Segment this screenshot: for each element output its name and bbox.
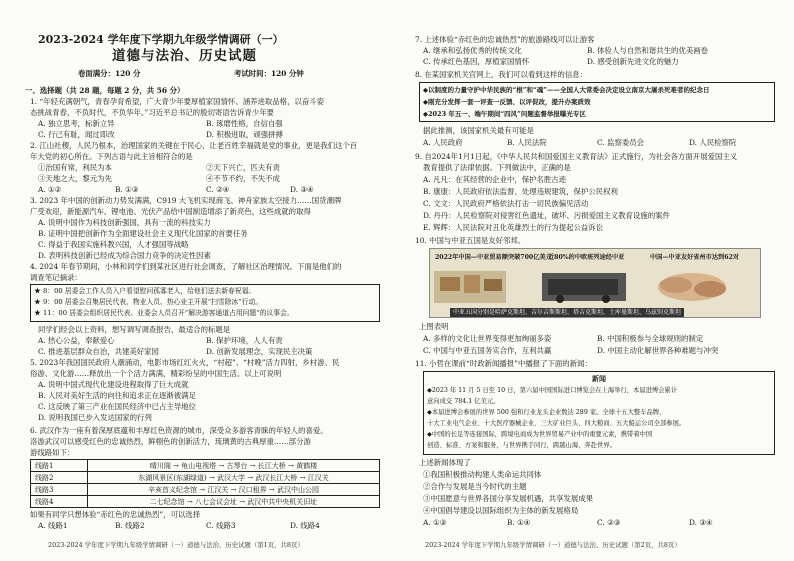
q4-option-d: D. 创新发展理念，实现民主决策 bbox=[206, 347, 313, 356]
q10-option-c: C. 中国与中亚五国务实合作，互利共赢 bbox=[423, 346, 552, 355]
time-info: 考试时间：120 分钟 bbox=[234, 69, 304, 78]
news-line-1: ◆2023 年 11 月 5 日至 10 日，第六届中国国际进口博览会在上海举行，本届进博会累计 bbox=[427, 387, 678, 394]
q4-notes-box bbox=[30, 284, 380, 322]
q3-option-b: B. 证明中国把创新作为全面建设社会主义现代化国家的首要任务 bbox=[38, 229, 248, 238]
q8-option-b: B. 人民法院 bbox=[507, 138, 547, 147]
q1-option-c: C. 行己有耻，闻过即改 bbox=[38, 130, 115, 139]
q1-option-a: A. 独立思考，标新立异 bbox=[38, 119, 115, 128]
q10-option-d: D. 中国主动化解世界各种难题与冲突 bbox=[597, 346, 719, 355]
q3-stem-1: 3. 2023 年中国的创新动力势发满满，C919 大飞机实现商飞、神舟家族太空接力……国货潮牌 bbox=[30, 196, 342, 205]
q9-option-d: D. 丹丹：人民检察院对侵害红色遗址，破坏、污损爱国主义教育设施的案件 bbox=[423, 211, 670, 220]
q11-item-1: ①我国积极推动构建人类命运共同体 bbox=[423, 470, 542, 479]
news-line-4: 十大工业电气企业、十大医疗器械企业、三大矿业巨头、四大粮商、五大船运公司全部参展。 bbox=[427, 420, 686, 427]
q2-item-3: ③天地之大，黎元为先 bbox=[38, 174, 112, 183]
q4-note-2: ★ 9：00 居委会召集居民代表、物业人员、热心业主开展“扫雪除冰”行动。 bbox=[34, 298, 263, 306]
q9-stem-1: 9. 自2024年1月1日起，《中华人民共和国爱国主义教育法》正式施行，为社会各方面开展爱国主义 bbox=[415, 152, 738, 161]
news-line-5: ◆中国的长足等连接国际，跨境电商成为世界贸易产业中的重要元素，携带着中国 bbox=[427, 431, 653, 438]
q4-option-a: A. 热心公益，奉献爱心 bbox=[38, 336, 115, 345]
q8-option-c: C. 监察委员会 bbox=[597, 138, 645, 147]
q9-option-b: B. 康康：人民政府依法监督、处理违规建筑，保护公民权利 bbox=[423, 187, 618, 196]
q2-stem-1: 2. 江山社稷，人民乃根本，治理国家的关键在于民心，让老百姓幸福就是党的事业，更是我们这个百 bbox=[30, 141, 358, 150]
q6-stem-1: 6. 武汉作为一座有着深厚底蕴和丰厚红色资源的城市，深受众多游客青睐的年轻人的喜爱。 bbox=[30, 426, 328, 435]
q4-stem-1: 4. 2024 年春节期间，小林和同学们到某社区进行社会调查，了解社区治理情况。下面是他们的 bbox=[30, 262, 342, 271]
q2-stem-2: 年大党的初心所在。下列古语与此主旨相符合的是 bbox=[30, 152, 193, 161]
q7-option-b: B. 体验人与自然和谐共生的优美画卷 bbox=[587, 46, 708, 55]
q11-option-d: D. ③④ bbox=[689, 518, 713, 527]
q8-stem: 8. 在某国家机关官网上，我们可以看到这样的信息： bbox=[415, 70, 587, 79]
q1-stem-2: 态挑战青春，不负时代，不负华年。”习近平总书记的殷切寄语告诉青少年要 bbox=[30, 108, 274, 117]
q10-infographic bbox=[429, 248, 761, 318]
route-name: 线路3 bbox=[31, 484, 88, 496]
route-desc: 辛亥首义纪念馆 → 江汉关 → 汉口租界 → 武汉中山公园 bbox=[88, 484, 380, 496]
q4-option-c: C. 推进基层群众自治，共建美好家园 bbox=[38, 347, 159, 356]
q10-option-b: B. 中国积极参与全球规则的制定 bbox=[597, 334, 704, 343]
q3-option-d: D. 表明科技创新已经成为综合国力竞争的决定性因素 bbox=[38, 251, 211, 260]
q7-option-c: C. 传承红色基因，厚植家国情怀 bbox=[423, 57, 530, 66]
q7-stem: 7. 上述体验“赤红色的忠诚热烈”的旅游路线可以让游客 bbox=[415, 35, 595, 44]
q8-info-3: ◆2023 年五一、端午期间“四风”问题监督举报曝光专区 bbox=[423, 110, 586, 118]
q6-option-c: C. 线路3 bbox=[206, 521, 236, 530]
route-name: 线路2 bbox=[31, 472, 88, 484]
q7-option-d: D. 感受创新先进文化的魅力 bbox=[587, 57, 679, 66]
q6-stem-4: 如果有同学只想体验“赤红色的忠诚热烈”，可以选择 bbox=[30, 510, 201, 519]
q1-option-d: D. 积极进取，顽强拼搏 bbox=[206, 130, 283, 139]
q4-stem-2: 调查笔记摘录： bbox=[30, 273, 82, 282]
q9-option-e: E. 辉辉：人民法院对丑化英雄烈士的行为提起公益诉讼 bbox=[423, 223, 604, 232]
route-row bbox=[31, 484, 380, 496]
q4-stem-3: 同学们经会以上资料，想写调写调查报告，最适合的标题是 bbox=[38, 325, 231, 334]
footer-left: 2023-2024 学年度下学期九年级学情调研（一）道德与法治、历史试题（第1页，共8页） bbox=[48, 541, 304, 549]
q6-option-b: B. 线路2 bbox=[115, 521, 145, 530]
section-heading: 一、选择题（共 28 题，每题 2 分，共 56 分） bbox=[25, 86, 185, 95]
q2-option-d: D. ③④ bbox=[290, 185, 314, 194]
q9-option-c: C. 文文：人民政府严格依法打击一切民族偏见活动 bbox=[423, 199, 589, 208]
q4-note-1: ★ 8：00 居委会工作人员入户看望慰问孤寡老人，给他们送去新春祝福。 bbox=[34, 287, 256, 295]
route-row bbox=[31, 460, 380, 472]
q11-option-a: A. ①③ bbox=[423, 518, 447, 527]
route-desc: 二七纪念馆 → 八七会议会址 → 武汉中共中央机关旧址 bbox=[88, 496, 380, 508]
q8-option-d: D. 人民检察院 bbox=[689, 138, 737, 147]
q6-stem-2: 洛游武汉可以感受红色的忠诚热烈，鲜栩色的创新活力，琉璃黄的古典厚重……部分游 bbox=[30, 437, 311, 446]
q8-info-box bbox=[419, 82, 775, 122]
q2-option-b: B. ①③ bbox=[115, 185, 139, 194]
q11-stem-2: 上述新闻体现了 bbox=[419, 458, 471, 467]
q9-option-a: A. 凡凡：在其经营的企业中，保护名胜古迹 bbox=[423, 175, 567, 184]
q6-option-a: A. 线路1 bbox=[38, 521, 68, 530]
route-row bbox=[31, 496, 380, 508]
q2-item-4: ④不节不约，不失不成 bbox=[206, 174, 280, 183]
q5-option-b: B. 人民对美好生活的向往和追求正在逐渐被满足 bbox=[38, 391, 196, 400]
q11-item-3: ③中国愿意与世界各国分享发展机遇，共享发展成果 bbox=[423, 494, 593, 503]
q8-stem-2: 据此推测，该国家机关最有可能是 bbox=[423, 126, 534, 135]
infographic-trade: 2022年中国—中亚贸易额突破700亿美元 bbox=[435, 254, 552, 261]
q2-item-1: ①治国有常，利民为本 bbox=[38, 163, 112, 172]
q4-option-b: B. 保护环境，人人有责 bbox=[206, 336, 283, 345]
q4-note-3: ★ 11：00 居委会组织居民代表、业委会人员召开“解决游客通道占用问题”的议事会。 bbox=[34, 309, 294, 317]
q10-stem: 10. 中国与中亚五国是友好邻邦。 bbox=[415, 236, 526, 245]
subject-title: 道德与法治、历史试题 bbox=[112, 48, 257, 64]
q7-option-a: A. 继承和弘扬优秀的传统文化 bbox=[423, 46, 522, 55]
route-name: 线路4 bbox=[31, 496, 88, 508]
q6-stem-3: 游线路如下： bbox=[30, 448, 75, 457]
footer-right: 2023-2024 学年度下学期九年级学情调研（一）道德与法治、历史试题（第2页，共8页） bbox=[425, 541, 681, 549]
page-right bbox=[397, 0, 794, 561]
news-line-3: ◆本届进博会参展的世界 500 强和行业龙头企业数达 289 家。全球十五大整车品牌、 bbox=[427, 409, 666, 416]
q5-option-c: C. 这反映了第三产业在国民经济中已占主导地位 bbox=[38, 402, 196, 411]
q5-stem-1: 5. 2023年我国国民政府人潮涌动，电影市场红红火火，“村超”、“村晚”活力四射，乡村游、民 bbox=[30, 358, 340, 367]
q3-option-c: C. 得益于我国实施科教兴国，人才强国等战略 bbox=[38, 240, 189, 249]
q11-stem: 11. 小哲在课前“时政新闻播报”中播报了下面的新闻： bbox=[415, 359, 592, 368]
q5-option-a: A. 说明中国式现代化建设进程取得了巨大成就 bbox=[38, 380, 189, 389]
q5-option-d: D. 说明我国已步入发达国家的行列 bbox=[38, 413, 152, 422]
q5-stem-2: 俗游、文化游……释放出一个个活力满满，精彩纷呈的中国生活。以上可说明 bbox=[30, 369, 282, 378]
q1-stem-1: 1. “年轻充满朝气，青春孕育希望，广大青少年要厚植家国情怀、涵养进取品格，以奋斗姿 bbox=[30, 97, 325, 106]
header-title: 2023-2024 学年度下学期九年级学情调研（一） bbox=[38, 33, 284, 46]
route-desc: 晴川阁 → 龟山电视塔 → 古琴台 → 长江大桥 → 黄鹤楼 bbox=[88, 460, 380, 472]
news-title: 新闻 bbox=[592, 374, 606, 383]
q10-option-a: A. 多样的文化让世界变得更加绚丽多姿 bbox=[423, 334, 552, 343]
route-row bbox=[31, 472, 380, 484]
q10-stem-2: 上图表明 bbox=[419, 322, 449, 331]
route-name: 线路1 bbox=[31, 460, 88, 472]
q8-info-2: ◆刚充分发挥一套一评查一反馈、以评促改，提升办案质效 bbox=[423, 98, 591, 106]
q11-item-2: ②合作与发展是当今时代的主题 bbox=[423, 482, 527, 491]
q3-stem-2: 广受欢迎，新能源汽车、锂电池、光伏产品给中国制造增添了新亮色，这些成就的取得 bbox=[30, 207, 311, 216]
infographic-caption: 中亚五国分别是哈萨克斯坦、吉尔吉斯斯坦、塔吉克斯坦、土库曼斯坦、乌兹别克斯坦 bbox=[450, 308, 684, 317]
q2-item-2: ②天下兴亡，匹夫有责 bbox=[206, 163, 280, 172]
infographic-train: 近80%的中欧班列途经中亚 bbox=[548, 254, 625, 261]
route-desc: 东湖风景区(东湖绿道) → 武汉大学 → 武汉长江大桥 → 江汉关 bbox=[88, 472, 380, 484]
infographic-cities: 中国—中亚友好省州市达到62对 bbox=[650, 254, 740, 261]
news-box bbox=[423, 371, 775, 455]
route-table bbox=[30, 459, 380, 508]
q1-option-b: B. 琢磨性格，自信自强 bbox=[206, 119, 283, 128]
q11-item-4: ④中国倡导建设以国际组织为主体的新发展格局 bbox=[423, 506, 579, 515]
news-line-6: 创造、标准、方案和服务，与世界携手同行，跨越山海，奔赴世界。 bbox=[427, 442, 616, 449]
q2-option-c: C. ②④ bbox=[206, 185, 230, 194]
score-info: 卷面满分：120 分 bbox=[78, 69, 141, 78]
news-line-2: 意向成交 784.1 亿美元。 bbox=[427, 398, 500, 405]
q3-option-a: A. 说明中国作为科技创新强国，具有一流的科技实力 bbox=[38, 218, 211, 227]
q11-option-c: C. ②③ bbox=[597, 518, 621, 527]
q2-option-a: A. ①② bbox=[38, 185, 62, 194]
q8-option-a: A. 人民政府 bbox=[423, 138, 463, 147]
q11-option-b: B. ①④ bbox=[507, 518, 531, 527]
q8-info-1: ◆以制度的力量守护中华民族的“根”和“魂”——全国人大常委会决定设立南京大屠杀死难者的纪念日 bbox=[423, 86, 710, 94]
q9-stem-2: 教育提供了法律依据。下列做法中，正确的是 bbox=[423, 163, 571, 172]
q6-option-d: D. 线路4 bbox=[290, 521, 320, 530]
